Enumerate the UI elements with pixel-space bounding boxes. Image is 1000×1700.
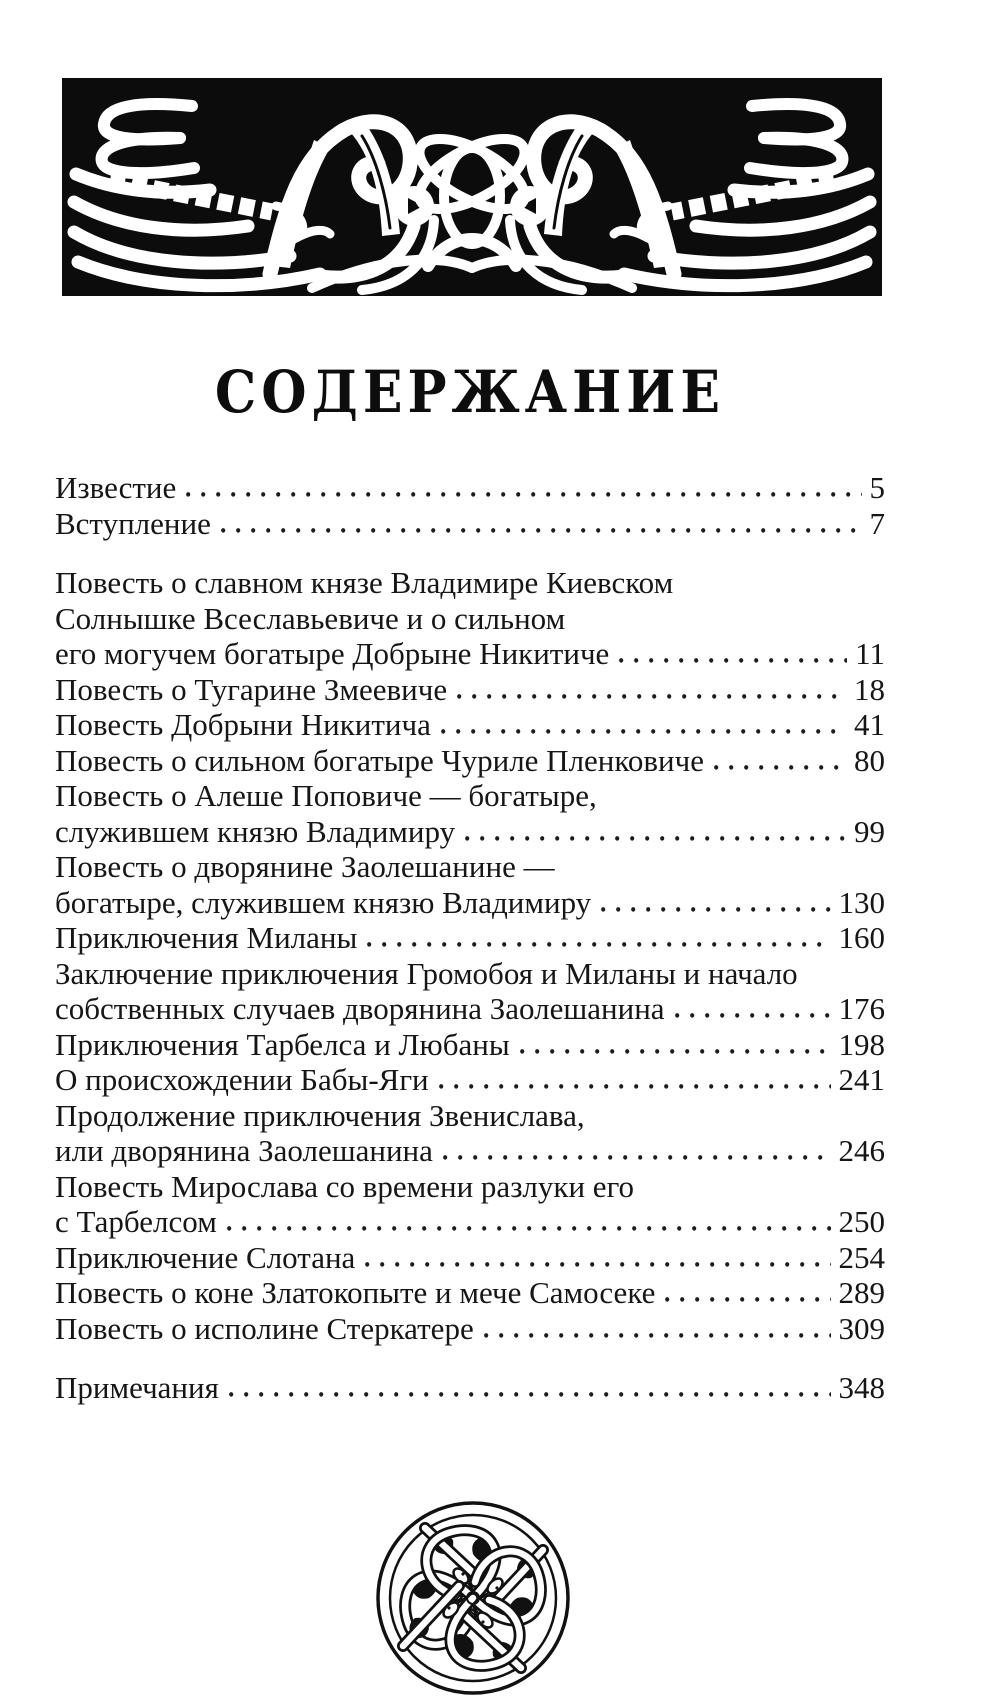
toc-entry-text: Повесть о славном князе Владимире Киевском	[55, 565, 674, 600]
toc-page-number: 309	[838, 1310, 885, 1346]
toc-row	[55, 1204, 885, 1240]
toc-entry-text: Примечания	[55, 1370, 219, 1405]
dot-leader	[675, 991, 831, 1027]
dot-leader	[575, 601, 877, 637]
dot-leader	[457, 672, 846, 708]
toc-entry-text: Приключение Слотана	[55, 1239, 356, 1275]
toc-row	[55, 1062, 885, 1098]
toc-row	[55, 672, 885, 708]
dot-leader	[439, 1062, 831, 1098]
toc-entry-text: Приключения Миланы	[55, 920, 358, 955]
toc-entry-text: Повесть о дворянине Заолешанине —	[55, 849, 555, 884]
toc-page-number: 250	[838, 1204, 885, 1239]
toc-page-number: 18	[854, 671, 885, 707]
toc-page-number: 289	[838, 1275, 885, 1310]
dot-leader	[644, 1169, 877, 1205]
dot-leader	[601, 885, 830, 921]
toc-page-number: 160	[838, 920, 885, 955]
toc-page-number: 99	[854, 813, 885, 849]
toc-entry-text: Известие	[55, 470, 177, 505]
toc-row	[55, 506, 885, 542]
toc-entry-text: Повесть Мирослава со времени разлуки его	[55, 1168, 635, 1204]
table-of-contents	[55, 470, 885, 1406]
toc-row	[55, 814, 885, 850]
toc-entry-text: Продолжение приключения Звенислава,	[55, 1097, 585, 1133]
viking-band-ornament-icon	[62, 78, 882, 296]
dot-leader	[619, 636, 847, 672]
toc-page-number: 254	[838, 1239, 885, 1275]
toc-row	[55, 956, 885, 992]
dot-leader	[229, 1370, 831, 1406]
toc-entry-text: Повесть о исполине Стеркатере	[55, 1310, 474, 1346]
toc-entry-text: Повесть о Алеше Поповиче — богатыре,	[55, 778, 597, 813]
toc-page-number: 11	[855, 636, 885, 671]
toc-entry-text: Повесть о сильном богатыре Чуриле Пленковиче	[55, 742, 704, 778]
toc-row	[55, 565, 885, 601]
toc-page-number: 5	[869, 470, 885, 505]
dot-leader	[443, 1133, 831, 1169]
toc-entry-text: Повесть Добрыни Никитича	[55, 707, 431, 742]
toc-row	[55, 470, 885, 506]
toc-row	[55, 849, 885, 885]
dot-leader	[186, 470, 861, 506]
toc-row	[55, 1027, 885, 1063]
toc-page-number: 241	[838, 1062, 885, 1097]
toc-entry-text: Солнышке Всеславьевиче и о сильном	[55, 600, 566, 636]
toc-entry-text: служившем князю Владимиру	[55, 813, 456, 849]
dot-leader	[365, 1240, 830, 1276]
toc-entry-text: с Тарбелсом	[55, 1204, 217, 1239]
dot-leader	[221, 506, 862, 542]
dot-leader	[665, 1275, 830, 1311]
toc-row	[55, 778, 885, 814]
toc-row	[55, 1311, 885, 1347]
toc-page-number: 7	[869, 505, 885, 541]
dot-leader	[465, 814, 846, 850]
dot-leader	[607, 778, 877, 814]
toc-row	[55, 1370, 885, 1406]
dot-leader	[520, 1027, 831, 1063]
celtic-knot-circle-icon	[373, 1498, 573, 1698]
toc-entry-text: Повесть о Тугарине Змеевиче	[55, 671, 448, 707]
page-title: СОДЕРЖАНИЕ	[214, 358, 726, 427]
toc-row	[55, 1169, 885, 1205]
toc-page-number: 130	[838, 884, 885, 920]
toc-row	[55, 1133, 885, 1169]
toc-row	[55, 991, 885, 1027]
toc-entry-text: Повесть о коне Златокопыте и мече Самосеке	[55, 1275, 656, 1310]
toc-row	[55, 885, 885, 921]
toc-page-number: 198	[838, 1026, 885, 1062]
toc-row	[55, 601, 885, 637]
toc-entry-text: Вступление	[55, 505, 211, 541]
toc-page-number: 41	[854, 707, 885, 742]
toc-entry-text: Заключение приключения Громобоя и Миланы и начало	[55, 955, 798, 991]
toc-row	[55, 743, 885, 779]
dot-leader	[484, 1311, 831, 1347]
toc-row	[55, 636, 885, 672]
toc-row	[55, 1098, 885, 1134]
top-ornament-banner	[62, 78, 882, 296]
toc-row	[55, 1240, 885, 1276]
toc-entry-text: Приключения Тарбелса и Любаны	[55, 1026, 510, 1062]
dot-leader	[441, 707, 846, 743]
toc-entry-text: его могучем богатыре Добрыне Никитиче	[55, 636, 610, 671]
toc-entry-text: богатыре, служившем князю Владимиру	[55, 884, 592, 920]
toc-page-number: 348	[838, 1370, 885, 1405]
toc-page-number: 176	[838, 991, 885, 1026]
toc-page-number: 80	[854, 742, 885, 778]
dot-leader	[227, 1204, 831, 1240]
toc-entry-text: О происхождении Бабы-Яги	[55, 1062, 429, 1097]
dot-leader	[565, 849, 877, 885]
dot-leader	[683, 565, 877, 601]
toc-page-number: 246	[838, 1133, 885, 1168]
toc-row	[55, 920, 885, 956]
toc-row	[55, 1275, 885, 1311]
dot-leader	[595, 1098, 877, 1134]
dot-leader	[808, 956, 877, 992]
toc-entry-text: или дворянина Заолешанина	[55, 1133, 433, 1168]
toc-entry-text: собственных случаев дворянина Заолешанина	[55, 991, 665, 1026]
dot-leader	[714, 743, 846, 779]
dot-leader	[367, 920, 830, 956]
toc-row	[55, 707, 885, 743]
bottom-ornament	[373, 1498, 573, 1698]
